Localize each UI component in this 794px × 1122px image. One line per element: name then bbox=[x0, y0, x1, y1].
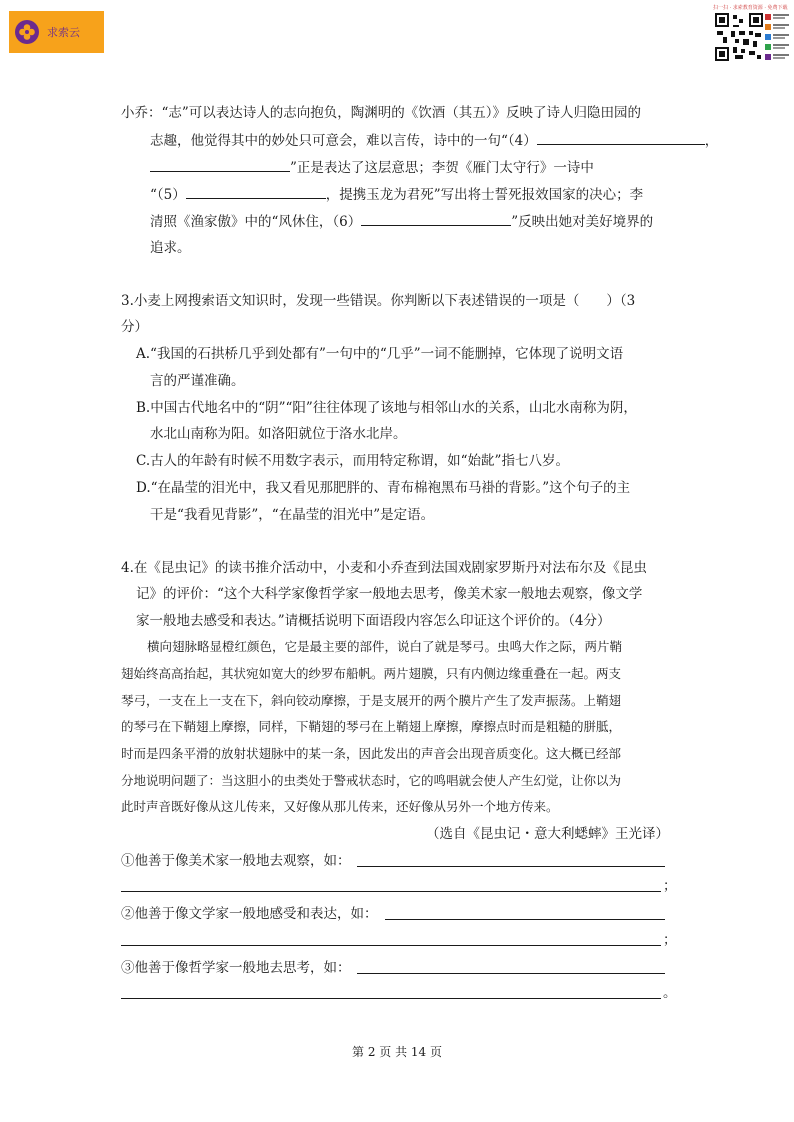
q2-line-2-comma: ， bbox=[704, 133, 719, 149]
answer-blank-5[interactable] bbox=[186, 185, 326, 199]
q4-sub-1-semicolon: ； bbox=[663, 878, 677, 894]
q2-line-1: 小乔：“志”可以表达诗人的志向抱负，陶渊明的《饮酒（其五）》反映了诗人归隐田园的 bbox=[121, 105, 642, 121]
q3-option-d-1: D.“在晶莹的泪光中，我又看见那肥胖的、青布棉袍黑布马褂的背影。”这个句子的主 bbox=[136, 480, 631, 496]
q4-source: （选自《昆虫记・意大利蟋蟀》王光译） bbox=[426, 826, 669, 842]
answer-line-1b[interactable] bbox=[121, 891, 661, 892]
answer-line-3a[interactable] bbox=[357, 973, 665, 974]
q2-line-2-text: 志趣，他觉得其中的妙处只可意会，难以言传，诗中的一句“（4） bbox=[150, 133, 537, 149]
logo-text: 求索云 bbox=[47, 26, 80, 39]
q4-sub-3-period: 。 bbox=[663, 985, 677, 1001]
q2-line-2 bbox=[150, 131, 718, 150]
q4-stem-2: 记》的评价：“这个大科学家像哲学家一般地去思考，像美术家一般地去观察，像文学 bbox=[136, 586, 643, 602]
answer-blank-4a[interactable] bbox=[537, 131, 705, 145]
answer-blank-6[interactable] bbox=[361, 212, 511, 226]
q4-sub-2-semicolon: ； bbox=[663, 932, 677, 948]
q4-passage-7: 此时声音既好像从这儿传来，又好像从那儿传来，还好像从另外一个地方传来。 bbox=[121, 799, 559, 814]
answer-line-1a[interactable] bbox=[357, 866, 665, 867]
q4-sub-2-label: ②他善于像文学家一般地感受和表达，如： bbox=[121, 906, 378, 922]
qr-caption: 扫一扫 · 求索教育资源 · 免费下载 bbox=[713, 5, 788, 11]
flower-icon bbox=[15, 20, 39, 44]
q4-passage-1: 横向翅脉略显橙红颜色，它是最主要的部件，说白了就是琴弓。虫鸣大作之际，两片鞘 bbox=[147, 639, 623, 654]
qr-side-icons bbox=[765, 13, 791, 61]
q2-line-4-text-a: “（5） bbox=[150, 187, 186, 203]
page-number: 第 2 页 共 14 页 bbox=[352, 1045, 442, 1059]
q2-line-5-text-b: ”反映出她对美好境界的 bbox=[511, 214, 654, 230]
q4-passage-2: 翅始终高高抬起，其状宛如宽大的纱罗布船帆。两片翅膜，只有内侧边缘重叠在一起。两支 bbox=[121, 666, 622, 681]
q4-passage-4: 的琴弓在下鞘翅上摩擦，同样，下鞘翅的琴弓在上鞘翅上摩擦，摩擦点时而是粗糙的胼胝， bbox=[121, 719, 622, 734]
q2-line-4-text-b: ，提携玉龙为君死”写出将士誓死报效国家的决心；李 bbox=[325, 187, 644, 203]
q4-stem-1: 4.在《昆虫记》的读书推介活动中，小麦和小乔查到法国戏剧家罗斯丹对法布尔及《昆虫 bbox=[121, 560, 647, 576]
q3-option-a-1: A.“我国的石拱桥几乎到处都有”一句中的“几乎”一词不能删掉，它体现了说明文语 bbox=[136, 346, 624, 362]
q2-line-3 bbox=[150, 158, 594, 177]
q4-passage-5: 时而是四条平滑的放射状翅脉中的某一条，因此发出的声音会出现音质变化。这大概已经部 bbox=[121, 746, 622, 761]
q3-option-b-2: 水北山南称为阳。如洛阳就位于洛水北岸。 bbox=[150, 426, 407, 442]
q2-line-3-text: ”正是表达了这层意思；李贺《雁门太守行》一诗中 bbox=[290, 160, 594, 176]
q2-line-6: 追求。 bbox=[150, 240, 191, 256]
q2-line-4 bbox=[150, 185, 643, 204]
q4-sub-1-label: ①他善于像美术家一般地去观察，如： bbox=[121, 853, 351, 869]
q3-option-c-1: C.古人的年龄有时候不用数字表示，而用特定称谓，如“始龀”指七八岁。 bbox=[136, 453, 569, 469]
answer-line-2a[interactable] bbox=[385, 919, 665, 920]
q3-stem-1: 3.小麦上网搜索语文知识时，发现一些错误。你判断以下表述错误的一项是（ ）（3 bbox=[121, 293, 636, 309]
q4-stem-3: 家一般地去感受和表达。”请概括说明下面语段内容怎么印证这个评价的。（4分） bbox=[136, 613, 611, 629]
qr-area bbox=[713, 4, 793, 62]
qr-code-icon bbox=[715, 13, 763, 61]
q3-option-d-2: 干是“我看见背影”，“在晶莹的泪光中”是定语。 bbox=[150, 507, 435, 523]
q4-passage-3: 琴弓，一支在上一支在下，斜向铰动摩擦，于是支展开的两个膜片产生了发声振荡。上鞘翅 bbox=[121, 693, 622, 708]
answer-blank-4b[interactable] bbox=[150, 158, 290, 172]
answer-line-2b[interactable] bbox=[121, 945, 661, 946]
q3-option-b-1: B.中国古代地名中的“阴”“阳”往往体现了该地与相邻山水的关系，山北水南称为阴， bbox=[136, 400, 637, 416]
q2-line-5 bbox=[150, 212, 653, 231]
q3-stem-2: 分） bbox=[121, 319, 148, 335]
q2-line-5-text-a: 清照《渔家傲》中的“风休住，（6） bbox=[150, 214, 362, 230]
q3-option-a-2: 言的严谨准确。 bbox=[150, 373, 245, 389]
q4-sub-3-label: ③他善于像哲学家一般地去思考，如： bbox=[121, 960, 351, 976]
q4-passage-6: 分地说明问题了：当这胆小的虫类处于警戒状态时，它的鸣唱就会使人产生幻觉，让你以为 bbox=[121, 773, 622, 788]
answer-line-3b[interactable] bbox=[121, 998, 661, 999]
logo bbox=[9, 11, 104, 53]
